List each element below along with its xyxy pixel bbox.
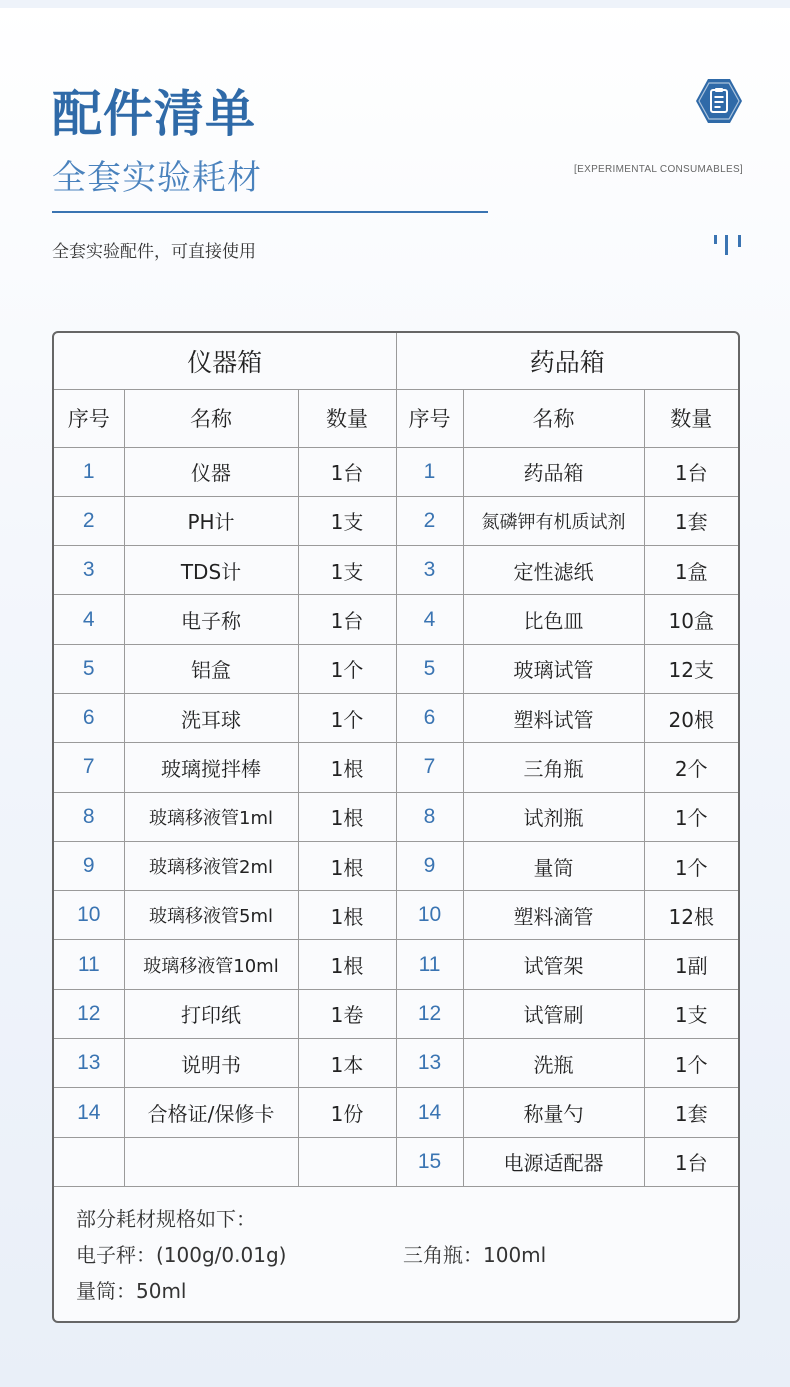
instrument-item-qty: 1支 (298, 546, 396, 595)
reagent-box-title: 药品箱 (396, 333, 738, 389)
instrument-item-name: 说明书 (124, 1039, 298, 1088)
reagent-item-name: 电源适配器 (463, 1137, 644, 1186)
instrument-item-name: 玻璃移液管1ml (124, 792, 298, 841)
instrument-item-name: 洗耳球 (124, 693, 298, 742)
reagent-item-qty: 2个 (644, 743, 738, 792)
inventory-table (54, 333, 738, 1187)
instrument-item-no: 10 (54, 891, 124, 940)
column-header-no: 序号 (54, 389, 124, 447)
reagent-item-qty: 1套 (644, 1088, 738, 1137)
flask-spec: 三角瓶：100ml (403, 1243, 547, 1267)
reagent-item-no: 3 (396, 546, 463, 595)
reagent-item-qty: 1套 (644, 496, 738, 545)
table-section-header (54, 333, 738, 389)
column-header-qty: 数量 (644, 389, 738, 447)
instrument-item-qty (298, 1137, 396, 1186)
cylinder-spec: 量筒：50ml (76, 1279, 187, 1303)
reagent-item-no: 1 (396, 447, 463, 496)
reagent-item-qty: 10盒 (644, 595, 738, 644)
instrument-item-name: 玻璃移液管5ml (124, 891, 298, 940)
instrument-item-no: 9 (54, 841, 124, 890)
reagent-item-qty: 1台 (644, 1137, 738, 1186)
table-column-header (54, 389, 738, 447)
instrument-item-no: 6 (54, 693, 124, 742)
reagent-item-no: 11 (396, 940, 463, 989)
reagent-item-name: 定性滤纸 (463, 546, 644, 595)
instrument-item-qty: 1份 (298, 1088, 396, 1137)
instrument-item-name: 仪器 (124, 447, 298, 496)
reagent-item-name: 氮磷钾有机质试剂 (463, 496, 644, 545)
reagent-item-no: 5 (396, 644, 463, 693)
reagent-item-qty: 1盒 (644, 546, 738, 595)
instrument-item-name: 打印纸 (124, 989, 298, 1038)
table-row (54, 1088, 738, 1137)
instrument-item-qty: 1卷 (298, 989, 396, 1038)
instrument-item-qty: 1根 (298, 891, 396, 940)
reagent-item-qty: 1个 (644, 1039, 738, 1088)
reagent-item-qty: 1个 (644, 792, 738, 841)
instrument-item-no: 4 (54, 595, 124, 644)
top-bar (0, 0, 790, 8)
reagent-item-no: 12 (396, 989, 463, 1038)
reagent-item-no: 14 (396, 1088, 463, 1137)
instrument-box-title: 仪器箱 (54, 333, 396, 389)
header-divider (52, 211, 488, 213)
instrument-item-name: 玻璃移液管10ml (124, 940, 298, 989)
clipboard-icon (695, 77, 743, 125)
table-row (54, 644, 738, 693)
reagent-item-no: 9 (396, 841, 463, 890)
reagent-item-no: 6 (396, 693, 463, 742)
instrument-item-qty: 1个 (298, 693, 396, 742)
reagent-item-no: 15 (396, 1137, 463, 1186)
table-row (54, 447, 738, 496)
instrument-item-no: 11 (54, 940, 124, 989)
instrument-item-name: 玻璃搅拌棒 (124, 743, 298, 792)
column-header-no: 序号 (396, 389, 463, 447)
instrument-item-name: 铝盒 (124, 644, 298, 693)
instrument-item-qty: 1根 (298, 743, 396, 792)
inventory-panel (52, 331, 740, 1323)
instrument-item-name: TDS计 (124, 546, 298, 595)
spec-notes-heading: 部分耗材规格如下： (76, 1207, 256, 1231)
reagent-item-qty: 1支 (644, 989, 738, 1038)
instrument-item-qty: 1本 (298, 1039, 396, 1088)
instrument-item-no (54, 1137, 124, 1186)
reagent-item-name: 试管架 (463, 940, 644, 989)
reagent-item-qty: 1台 (644, 447, 738, 496)
column-header-name: 名称 (463, 389, 644, 447)
reagent-item-qty: 12根 (644, 891, 738, 940)
reagent-item-name: 试剂瓶 (463, 792, 644, 841)
table-row (54, 1039, 738, 1088)
reagent-item-name: 称量勺 (463, 1088, 644, 1137)
instrument-item-qty: 1台 (298, 595, 396, 644)
reagent-item-name: 玻璃试管 (463, 644, 644, 693)
instrument-item-name: 电子称 (124, 595, 298, 644)
page-subtitle: 全套实验耗材 (52, 158, 262, 198)
table-row (54, 841, 738, 890)
reagent-item-no: 4 (396, 595, 463, 644)
reagent-item-no: 13 (396, 1039, 463, 1088)
instrument-item-no: 3 (54, 546, 124, 595)
table-row (54, 595, 738, 644)
table-row (54, 546, 738, 595)
table-row (54, 693, 738, 742)
page-description: 全套实验配件，可直接使用 (52, 242, 256, 262)
instrument-item-qty: 1根 (298, 792, 396, 841)
instrument-item-no: 7 (54, 743, 124, 792)
table-row (54, 1137, 738, 1186)
table-row (54, 792, 738, 841)
reagent-item-qty: 1副 (644, 940, 738, 989)
table-row (54, 743, 738, 792)
tick-mark-icon (713, 233, 743, 257)
table-row (54, 940, 738, 989)
reagent-item-name: 比色皿 (463, 595, 644, 644)
instrument-item-no: 2 (54, 496, 124, 545)
instrument-item-qty: 1根 (298, 841, 396, 890)
instrument-item-no: 5 (54, 644, 124, 693)
instrument-item-qty: 1根 (298, 940, 396, 989)
instrument-item-name: PH计 (124, 496, 298, 545)
reagent-item-no: 2 (396, 496, 463, 545)
reagent-item-name: 量筒 (463, 841, 644, 890)
reagent-item-qty: 20根 (644, 693, 738, 742)
reagent-item-name: 三角瓶 (463, 743, 644, 792)
reagent-item-no: 7 (396, 743, 463, 792)
instrument-item-no: 1 (54, 447, 124, 496)
instrument-item-name: 玻璃移液管2ml (124, 841, 298, 890)
english-tag: [EXPERIMENTAL CONSUMABLES] (574, 164, 743, 175)
reagent-item-qty: 1个 (644, 841, 738, 890)
instrument-item-qty: 1个 (298, 644, 396, 693)
reagent-item-name: 塑料试管 (463, 693, 644, 742)
column-header-name: 名称 (124, 389, 298, 447)
reagent-item-no: 10 (396, 891, 463, 940)
instrument-item-name (124, 1137, 298, 1186)
page-title: 配件清单 (52, 85, 256, 143)
reagent-item-name: 试管刷 (463, 989, 644, 1038)
instrument-item-no: 13 (54, 1039, 124, 1088)
instrument-item-no: 8 (54, 792, 124, 841)
instrument-item-no: 14 (54, 1088, 124, 1137)
reagent-item-name: 塑料滴管 (463, 891, 644, 940)
table-row (54, 989, 738, 1038)
instrument-item-qty: 1台 (298, 447, 396, 496)
instrument-item-qty: 1支 (298, 496, 396, 545)
scale-spec: 电子秤：(100g/0.01g) (76, 1243, 287, 1267)
instrument-item-no: 12 (54, 989, 124, 1038)
reagent-item-name: 洗瓶 (463, 1039, 644, 1088)
reagent-item-no: 8 (396, 792, 463, 841)
reagent-item-name: 药品箱 (463, 447, 644, 496)
table-row (54, 496, 738, 545)
column-header-qty: 数量 (298, 389, 396, 447)
spec-notes (76, 1201, 546, 1309)
instrument-item-name: 合格证/保修卡 (124, 1088, 298, 1137)
reagent-item-qty: 12支 (644, 644, 738, 693)
table-row (54, 891, 738, 940)
